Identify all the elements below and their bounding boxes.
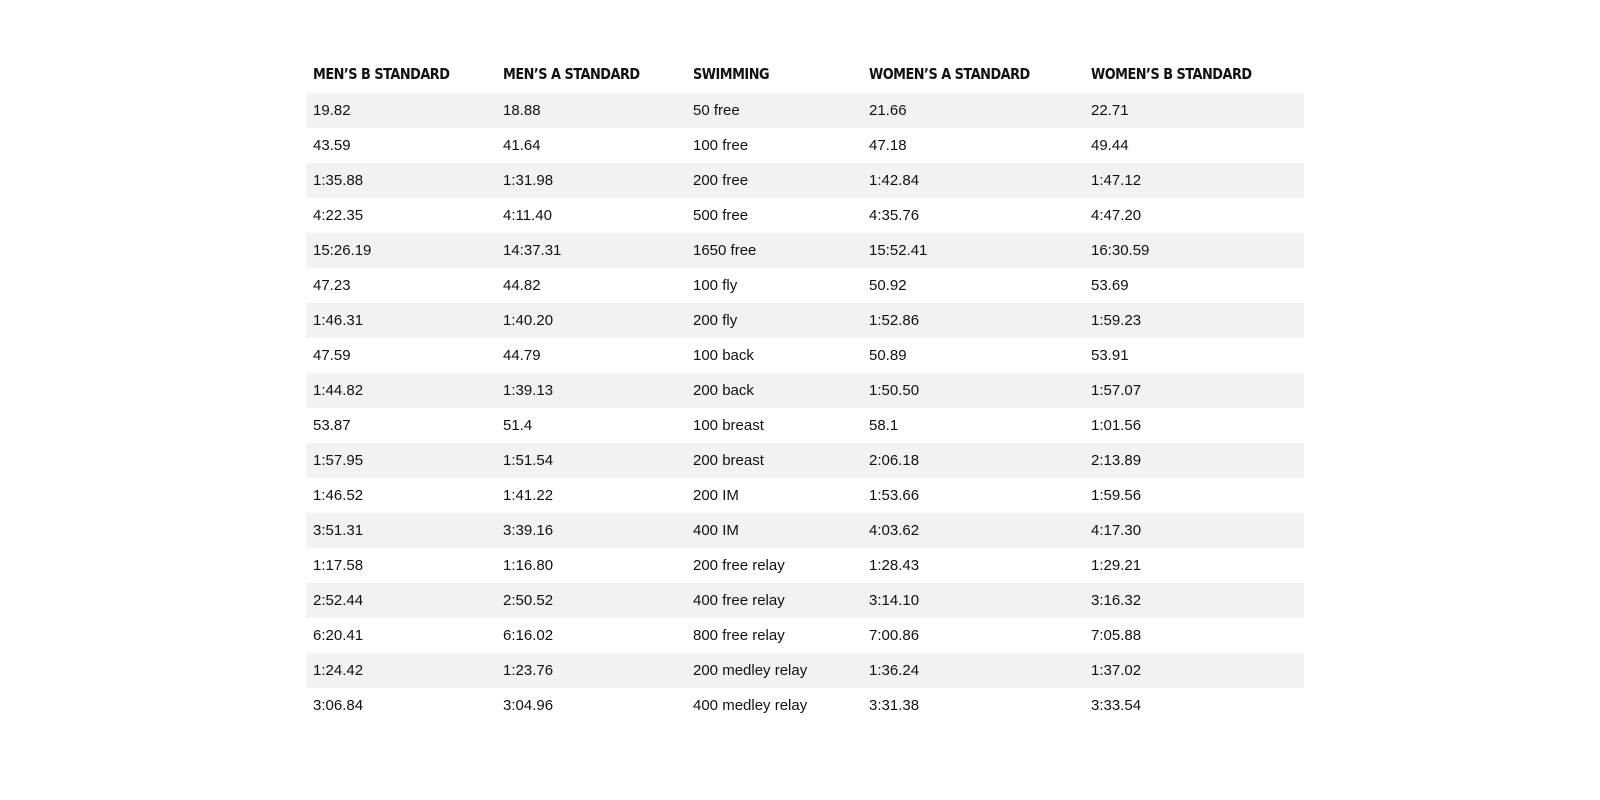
table-row bbox=[306, 548, 1304, 583]
cell-event-name: 200 IM bbox=[693, 487, 739, 504]
cell-mens-b-time: 1:24.42 bbox=[313, 662, 364, 679]
column-header-swimming bbox=[686, 55, 862, 93]
cell-mens-a-time: 51.4 bbox=[503, 417, 533, 434]
cell-mens-a-time: 3:39.16 bbox=[503, 522, 554, 539]
cell-event-name: 200 medley relay bbox=[693, 662, 808, 679]
cell-womens-a-time: 7:00.86 bbox=[869, 627, 920, 644]
table-row bbox=[306, 93, 1304, 128]
table-row bbox=[306, 198, 1304, 233]
cell-womens-b-time: 22.71 bbox=[1091, 102, 1129, 119]
cell-womens-a-time: 2:06.18 bbox=[869, 452, 920, 469]
cell-womens-b-time: 1:37.02 bbox=[1091, 662, 1142, 679]
column-header-label: SWIMMING bbox=[693, 65, 770, 83]
cell-event-name: 200 free relay bbox=[693, 557, 785, 574]
cell-womens-b-time: 1:57.07 bbox=[1091, 382, 1142, 399]
table-row bbox=[306, 583, 1304, 618]
cell-mens-b-time: 47.59 bbox=[313, 347, 351, 364]
cell-mens-b-time: 1:57.95 bbox=[313, 452, 364, 469]
table-row bbox=[306, 303, 1304, 338]
cell-womens-b-time: 3:33.54 bbox=[1091, 697, 1142, 714]
cell-mens-b-time: 43.59 bbox=[313, 137, 351, 154]
cell-womens-a-time: 58.1 bbox=[869, 417, 899, 434]
cell-event-name: 200 breast bbox=[693, 452, 764, 469]
cell-event-name: 400 IM bbox=[693, 522, 739, 539]
cell-mens-b-time: 4:22.35 bbox=[313, 207, 364, 224]
standards-table-container bbox=[306, 55, 1304, 723]
cell-event-name: 800 free relay bbox=[693, 627, 785, 644]
table-row bbox=[306, 443, 1304, 478]
cell-event-name: 200 free bbox=[693, 172, 749, 189]
cell-mens-b-time: 15:26.19 bbox=[313, 242, 372, 259]
cell-mens-a-time: 18.88 bbox=[503, 102, 541, 119]
column-header-label: MEN’S A STANDARD bbox=[503, 65, 640, 83]
cell-event-name: 100 free bbox=[693, 137, 749, 154]
cell-womens-a-time: 4:35.76 bbox=[869, 207, 920, 224]
cell-mens-a-time: 3:04.96 bbox=[503, 697, 554, 714]
cell-mens-a-time: 41.64 bbox=[503, 137, 541, 154]
cell-womens-b-time: 53.69 bbox=[1091, 277, 1129, 294]
cell-womens-b-time: 1:59.56 bbox=[1091, 487, 1142, 504]
table-row bbox=[306, 338, 1304, 373]
cell-womens-a-time: 1:28.43 bbox=[869, 557, 920, 574]
table-row bbox=[306, 128, 1304, 163]
cell-mens-b-time: 53.87 bbox=[313, 417, 351, 434]
cell-mens-b-time: 2:52.44 bbox=[313, 592, 364, 609]
cell-womens-b-time: 4:47.20 bbox=[1091, 207, 1142, 224]
table-row bbox=[306, 233, 1304, 268]
cell-mens-a-time: 2:50.52 bbox=[503, 592, 554, 609]
cell-event-name: 50 free bbox=[693, 102, 740, 119]
cell-womens-b-time: 49.44 bbox=[1091, 137, 1129, 154]
cell-womens-a-time: 47.18 bbox=[869, 137, 907, 154]
cell-mens-b-time: 1:44.82 bbox=[313, 382, 364, 399]
cell-mens-a-time: 1:41.22 bbox=[503, 487, 554, 504]
cell-mens-a-time: 1:16.80 bbox=[503, 557, 554, 574]
cell-womens-a-time: 15:52.41 bbox=[869, 242, 928, 259]
cell-event-name: 100 fly bbox=[693, 277, 738, 294]
cell-event-name: 400 free relay bbox=[693, 592, 785, 609]
cell-womens-a-time: 50.92 bbox=[869, 277, 907, 294]
cell-womens-a-time: 1:36.24 bbox=[869, 662, 920, 679]
cell-womens-a-time: 3:14.10 bbox=[869, 592, 920, 609]
cell-womens-b-time: 16:30.59 bbox=[1091, 242, 1150, 259]
cell-womens-b-time: 1:59.23 bbox=[1091, 312, 1142, 329]
swimming-standards-table bbox=[306, 55, 1304, 723]
cell-womens-b-time: 4:17.30 bbox=[1091, 522, 1142, 539]
cell-womens-a-time: 21.66 bbox=[869, 102, 907, 119]
cell-mens-b-time: 6:20.41 bbox=[313, 627, 364, 644]
cell-womens-b-time: 1:29.21 bbox=[1091, 557, 1142, 574]
cell-womens-b-time: 3:16.32 bbox=[1091, 592, 1142, 609]
cell-mens-b-time: 19.82 bbox=[313, 102, 351, 119]
column-header-label: WOMEN’S A STANDARD bbox=[869, 65, 1030, 83]
column-header-label: MEN’S B STANDARD bbox=[313, 65, 450, 83]
column-header-womens-b bbox=[1084, 55, 1304, 93]
cell-womens-b-time: 53.91 bbox=[1091, 347, 1129, 364]
cell-womens-b-time: 1:01.56 bbox=[1091, 417, 1142, 434]
cell-mens-a-time: 1:51.54 bbox=[503, 452, 554, 469]
cell-event-name: 100 breast bbox=[693, 417, 764, 434]
cell-mens-b-time: 47.23 bbox=[313, 277, 351, 294]
column-header-label: WOMEN’S B STANDARD bbox=[1091, 65, 1252, 83]
cell-womens-a-time: 1:52.86 bbox=[869, 312, 920, 329]
cell-mens-a-time: 1:23.76 bbox=[503, 662, 554, 679]
cell-mens-a-time: 1:31.98 bbox=[503, 172, 554, 189]
table-body bbox=[306, 93, 1304, 723]
cell-mens-b-time: 1:46.52 bbox=[313, 487, 364, 504]
cell-womens-a-time: 1:50.50 bbox=[869, 382, 920, 399]
table-row bbox=[306, 653, 1304, 688]
table-row bbox=[306, 373, 1304, 408]
cell-mens-a-time: 44.82 bbox=[503, 277, 541, 294]
cell-event-name: 100 back bbox=[693, 347, 754, 364]
column-header-mens-b bbox=[306, 55, 496, 93]
cell-womens-a-time: 4:03.62 bbox=[869, 522, 920, 539]
cell-event-name: 500 free bbox=[693, 207, 749, 224]
header-row bbox=[306, 55, 1304, 93]
cell-mens-a-time: 1:40.20 bbox=[503, 312, 554, 329]
column-header-mens-a bbox=[496, 55, 686, 93]
cell-mens-b-time: 1:17.58 bbox=[313, 557, 364, 574]
cell-womens-b-time: 7:05.88 bbox=[1091, 627, 1142, 644]
cell-mens-a-time: 44.79 bbox=[503, 347, 541, 364]
cell-womens-a-time: 50.89 bbox=[869, 347, 907, 364]
table-row bbox=[306, 618, 1304, 653]
table-row bbox=[306, 268, 1304, 303]
cell-mens-b-time: 1:46.31 bbox=[313, 312, 364, 329]
cell-womens-a-time: 1:42.84 bbox=[869, 172, 920, 189]
cell-event-name: 400 medley relay bbox=[693, 697, 808, 714]
cell-mens-a-time: 4:11.40 bbox=[503, 207, 552, 224]
cell-womens-a-time: 1:53.66 bbox=[869, 487, 920, 504]
table-row bbox=[306, 163, 1304, 198]
cell-womens-b-time: 2:13.89 bbox=[1091, 452, 1142, 469]
cell-mens-b-time: 3:06.84 bbox=[313, 697, 364, 714]
cell-mens-b-time: 3:51.31 bbox=[313, 522, 364, 539]
table-row bbox=[306, 408, 1304, 443]
cell-mens-a-time: 14:37.31 bbox=[503, 242, 562, 259]
cell-event-name: 200 fly bbox=[693, 312, 738, 329]
cell-mens-a-time: 1:39.13 bbox=[503, 382, 554, 399]
cell-womens-a-time: 3:31.38 bbox=[869, 697, 920, 714]
cell-womens-b-time: 1:47.12 bbox=[1091, 172, 1142, 189]
table-header bbox=[306, 55, 1304, 93]
cell-mens-a-time: 6:16.02 bbox=[503, 627, 554, 644]
column-header-womens-a bbox=[862, 55, 1084, 93]
table-row bbox=[306, 478, 1304, 513]
cell-event-name: 1650 free bbox=[693, 242, 757, 259]
cell-mens-b-time: 1:35.88 bbox=[313, 172, 364, 189]
table-row bbox=[306, 513, 1304, 548]
cell-event-name: 200 back bbox=[693, 382, 754, 399]
table-row bbox=[306, 688, 1304, 723]
